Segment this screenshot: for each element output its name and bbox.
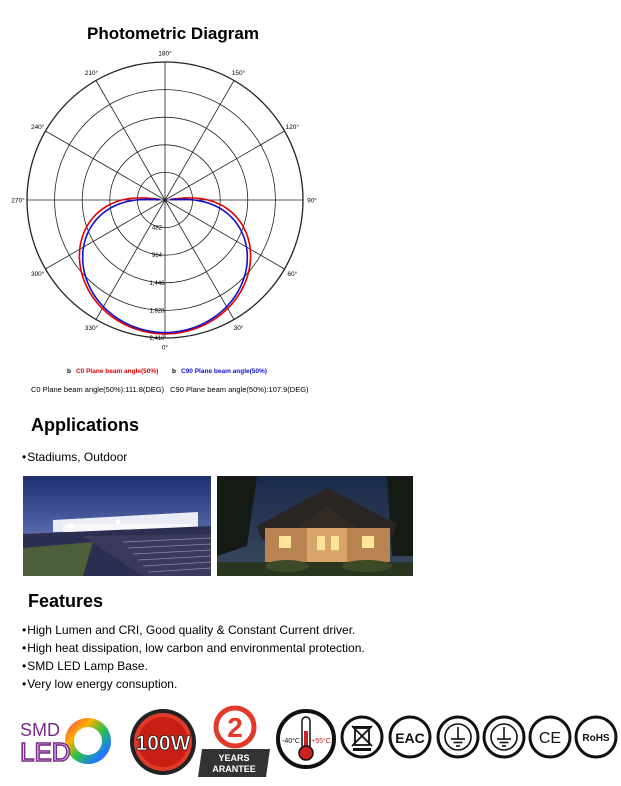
angle-label: 300° [30, 271, 45, 278]
warranty-line2: ARANTEE [212, 764, 256, 774]
angle-label: 90° [307, 197, 317, 205]
angle-label: 0° [161, 344, 169, 352]
grid-spoke [165, 80, 234, 200]
applications-list [22, 450, 127, 464]
certification-badges [18, 705, 618, 780]
ce-icon [528, 715, 572, 759]
angle-label: 270° [11, 197, 25, 205]
beam-c0: C0 Plane beam angle(50%):111.8(DEG) [31, 385, 165, 394]
eac-icon [388, 715, 432, 759]
warranty-line1: YEARS [218, 753, 250, 763]
grid-spoke [45, 200, 165, 269]
angle-label: 180° [158, 50, 172, 58]
beam-angle-readout [31, 385, 309, 394]
radial-label: 2,410 [149, 336, 165, 342]
watt-text: 100W [135, 732, 191, 755]
features-list [22, 621, 365, 693]
ground-symbol-icon [436, 715, 480, 759]
weee-bin-icon [340, 715, 384, 759]
house-photo [217, 476, 413, 576]
thermometer-icon [276, 709, 336, 769]
rohs-text: RoHS [582, 733, 610, 744]
grid-spoke [165, 200, 285, 269]
legend-c0-label: C0 Plane beam angle(50%) [75, 368, 159, 375]
legend-marker: b [172, 368, 176, 375]
angle-label: 150° [231, 70, 246, 78]
grid-spoke [96, 200, 165, 320]
legend-c0 [67, 368, 158, 375]
applications-heading: Applications [31, 415, 140, 435]
warranty-badge [198, 705, 272, 779]
angle-label: 330° [84, 324, 99, 332]
features-heading: Features [28, 591, 104, 611]
warranty-number: 2 [227, 712, 243, 743]
beam-c90: C90 Plane beam angle(50%):107.9(DEG) [170, 385, 309, 394]
rohs-icon [574, 715, 618, 759]
smd-text: SMD [20, 720, 60, 740]
grid-spoke [96, 80, 165, 200]
grid-spoke [165, 131, 285, 200]
feature-item: • High heat dissipation, low carbon and environmental protection. [22, 639, 365, 657]
temp-low: -40°C [282, 738, 300, 745]
legend-c90 [172, 368, 267, 375]
angle-label: 60° [287, 271, 298, 278]
polar-grid-spokes [27, 62, 303, 338]
application-item: • Stadiums, Outdoor [22, 450, 127, 464]
radial-label: 1,446 [149, 280, 165, 287]
stadium-photo [23, 476, 211, 576]
feature-item: • High Lumen and CRI, Good quality & Constant Current driver. [22, 621, 365, 639]
angle-label: 30° [233, 324, 244, 332]
polar-diagram [11, 50, 320, 352]
grid-spoke [165, 200, 234, 320]
ce-text: CE [538, 730, 562, 747]
ground-symbol-icon [482, 715, 526, 759]
eac-text: EAC [395, 730, 425, 746]
radial-labels [149, 226, 165, 342]
diagram-title: Photometric Diagram [87, 24, 259, 43]
radial-label: 964 [151, 253, 163, 260]
smd-led-logo [18, 711, 118, 767]
legend-marker: b [67, 368, 71, 375]
angle-label: 120° [285, 124, 300, 131]
legend-c90-label: C90 Plane beam angle(50%) [180, 368, 267, 375]
grid-spoke [45, 131, 165, 200]
radial-label: 1,928 [149, 308, 165, 315]
radial-label: 482 [151, 225, 163, 232]
angle-label: 210° [84, 70, 99, 78]
feature-item: • SMD LED Lamp Base. [22, 657, 365, 675]
led-text: LED [20, 737, 71, 767]
angle-label: 240° [30, 124, 45, 131]
feature-item: • Very low energy consuption. [22, 675, 365, 693]
power-badge [128, 707, 198, 777]
temp-high: +55°C [311, 738, 331, 745]
